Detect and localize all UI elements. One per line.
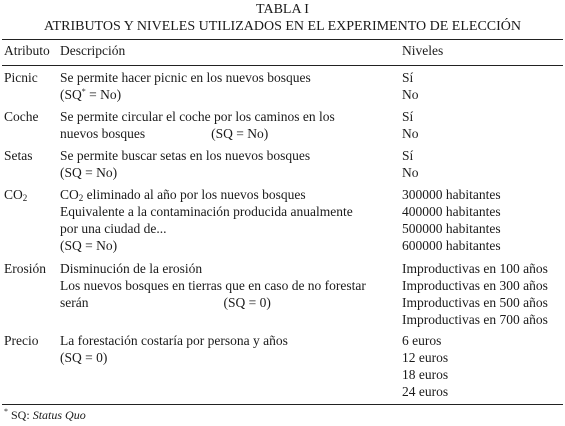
levels-cell	[402, 69, 562, 103]
level-item: 400000 habitantes	[402, 204, 501, 219]
description-line: Los nuevos bosques en tierras que en caso de no forestar	[60, 278, 366, 293]
description-line: nuevos bosques	[60, 126, 146, 141]
description-line: Equivalente a la contaminación producida anualmente	[60, 204, 353, 219]
footnote-italic: Status Quo	[32, 408, 86, 422]
level-item: Sí	[402, 109, 414, 124]
table-figure	[0, 2, 565, 426]
attribute-cell	[4, 186, 27, 203]
description-rest: eliminado al año por los nuevos bosques	[83, 187, 306, 202]
footnote-label: SQ:	[8, 408, 33, 422]
description-line	[60, 186, 390, 203]
attribute-cell: Setas	[4, 148, 33, 163]
description-cell	[60, 147, 390, 181]
attribute-main: CO	[4, 187, 23, 202]
table-caption: ATRIBUTOS Y NIVELES UTILIZADOS EN EL EXPERIMENTO DE ELECCIÓN	[44, 19, 521, 34]
co2-main: CO	[60, 187, 79, 202]
attribute-cell: Erosión	[4, 261, 46, 276]
attribute-subscript: 2	[22, 193, 28, 203]
description-cell	[60, 332, 390, 366]
status-quo-text: (SQ = 0)	[60, 350, 108, 365]
header-levels: Niveles	[402, 43, 444, 58]
level-item: 300000 habitantes	[402, 187, 501, 202]
description-cell	[60, 108, 390, 142]
level-item: 24 euros	[402, 384, 449, 399]
description-cell	[60, 69, 390, 103]
description-line: Se permite hacer picnic en los nuevos bosques	[60, 70, 311, 85]
description-line: Se permite buscar setas en los nuevos bosques	[60, 148, 311, 163]
status-quo-text: (SQ = 0)	[223, 295, 271, 310]
top-rule	[2, 39, 563, 40]
attribute-cell: Precio	[4, 333, 39, 348]
attribute-cell: Coche	[4, 109, 39, 124]
level-item: Improductivas en 700 años	[402, 312, 548, 327]
description-line-wrap	[60, 125, 390, 142]
level-item: 600000 habitantes	[402, 238, 501, 253]
level-item: No	[402, 165, 419, 180]
header-description: Descripción	[60, 43, 126, 58]
levels-cell	[402, 186, 562, 254]
status-quo-text: (SQ = No)	[60, 165, 118, 180]
footnote-mark: *	[4, 407, 8, 416]
description-cell	[60, 260, 390, 311]
level-item: Improductivas en 500 años	[402, 295, 548, 310]
levels-cell	[402, 108, 562, 142]
level-item: No	[402, 126, 419, 141]
level-item: No	[402, 87, 419, 102]
table-number: TABLA I	[256, 2, 309, 17]
status-quo-line	[60, 86, 390, 103]
header-attribute: Atributo	[4, 43, 50, 58]
table-footnote	[4, 408, 86, 422]
level-item: 6 euros	[402, 333, 442, 348]
bottom-rule	[2, 404, 563, 405]
level-item: 12 euros	[402, 350, 449, 365]
description-line: Disminución de la erosión	[60, 261, 203, 276]
level-item: Improductivas en 300 años	[402, 278, 548, 293]
footnote-mark: *	[81, 87, 86, 96]
status-quo-text: (SQ = No)	[60, 238, 118, 253]
description-line: serán	[60, 295, 89, 310]
sq-prefix: (SQ	[60, 87, 82, 102]
level-item: 500000 habitantes	[402, 221, 501, 236]
levels-cell	[402, 260, 562, 328]
header-rule	[2, 65, 563, 66]
sq-suffix: = No)	[85, 87, 122, 102]
description-line: La forestación costaría por persona y años	[60, 333, 288, 348]
levels-cell	[402, 147, 562, 181]
description-line-wrap	[60, 294, 390, 311]
description-line: Se permite circular el coche por los caminos en los	[60, 109, 335, 124]
level-item: Improductivas en 100 años	[402, 261, 548, 276]
description-line: por una ciudad de...	[60, 221, 167, 236]
description-cell	[60, 186, 390, 254]
level-item: 18 euros	[402, 367, 449, 382]
status-quo-text: (SQ = No)	[211, 126, 269, 141]
level-item: Sí	[402, 148, 414, 163]
levels-cell	[402, 332, 562, 400]
co2-subscript: 2	[78, 193, 84, 203]
table-header-row	[0, 43, 565, 61]
attribute-cell: Picnic	[4, 70, 38, 85]
level-item: Sí	[402, 70, 414, 85]
